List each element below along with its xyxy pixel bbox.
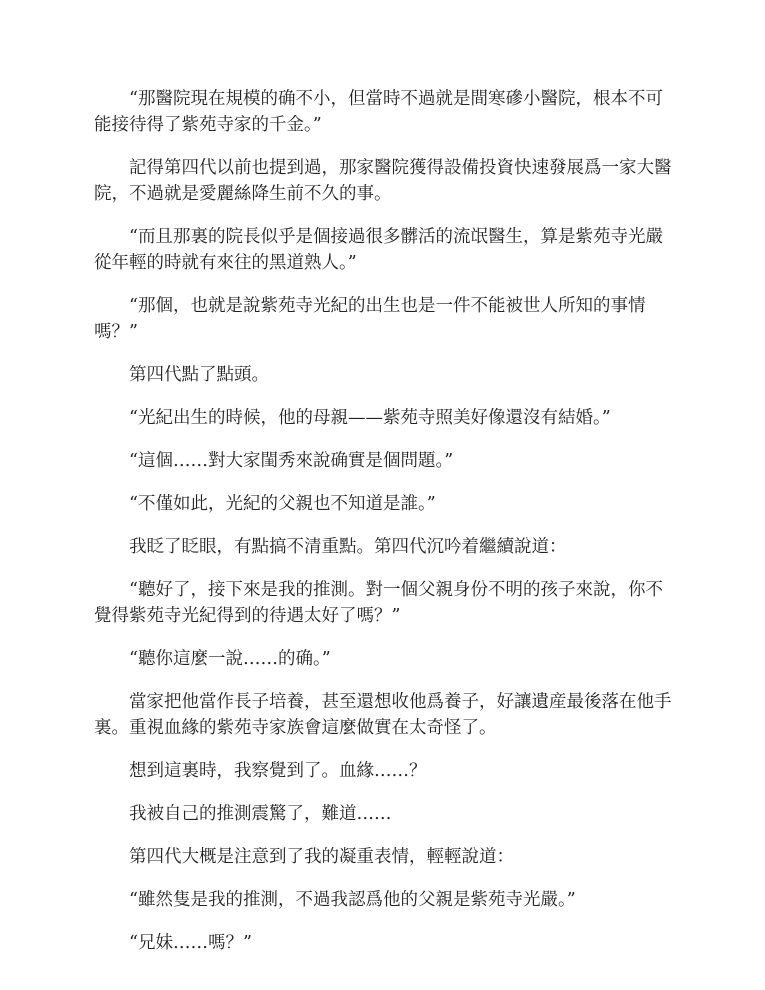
paragraph: “光紀出生的時候，他的母親——紫苑寺照美好像還沒有結婚。” [129, 408, 611, 428]
paragraph: 第四代點了點頭。 [129, 365, 269, 385]
paragraph: 我被自己的推測震驚了，難道…… [129, 804, 392, 824]
paragraph: “而且那裏的院長似乎是個接過很多髒活的流氓醫生，算是紫苑寺光嚴從年輕的時就有來往的黑道熟人。” [94, 227, 663, 273]
paragraph: “那個，也就是說紫苑寺光紀的出生也是一件不能被世人所知的事情嗎？” [94, 296, 646, 342]
paragraph: 我眨了眨眼，有點搞不清重點。第四代沉吟着繼續說道： [129, 537, 567, 557]
paragraph: “聽你這麼一說……的确。” [129, 649, 331, 669]
paragraph: “這個……對大家閨秀來說确實是個問題。” [129, 451, 454, 471]
paragraph: 當家把他當作長子培養，甚至還想收他爲養子，好讓遺産最後落在他手裏。重視血緣的紫苑寺家族會這麼做實在太奇怪了。 [94, 692, 672, 738]
paragraph: “不僅如此，光紀的父親也不知道是誰。” [129, 494, 436, 514]
paragraph: “雖然隻是我的推測，不過我認爲他的父親是紫苑寺光嚴。” [129, 890, 576, 910]
paragraph: “聽好了，接下來是我的推測。對一個父親身份不明的孩子來說，你不覺得紫苑寺光紀得到的待遇太好了嗎？” [94, 580, 663, 626]
paragraph: 想到這裏時，我察覺到了。血緣……？ [129, 761, 427, 781]
paragraph: “兄妹……嗎？” [129, 933, 252, 953]
paragraph: “那醫院現在規模的确不小，但當時不過就是間寒磣小醫院，根本不可能接待得了紫苑寺家的千金。” [94, 89, 663, 135]
paragraph: 記得第四代以前也提到過，那家醫院獲得設備投資快速發展爲一家大醫院，不過就是愛麗絲降生前不久的事。 [94, 158, 672, 204]
paragraph: 第四代大概是注意到了我的凝重表情，輕輕說道： [129, 847, 514, 867]
document-page [94, 86, 680, 973]
